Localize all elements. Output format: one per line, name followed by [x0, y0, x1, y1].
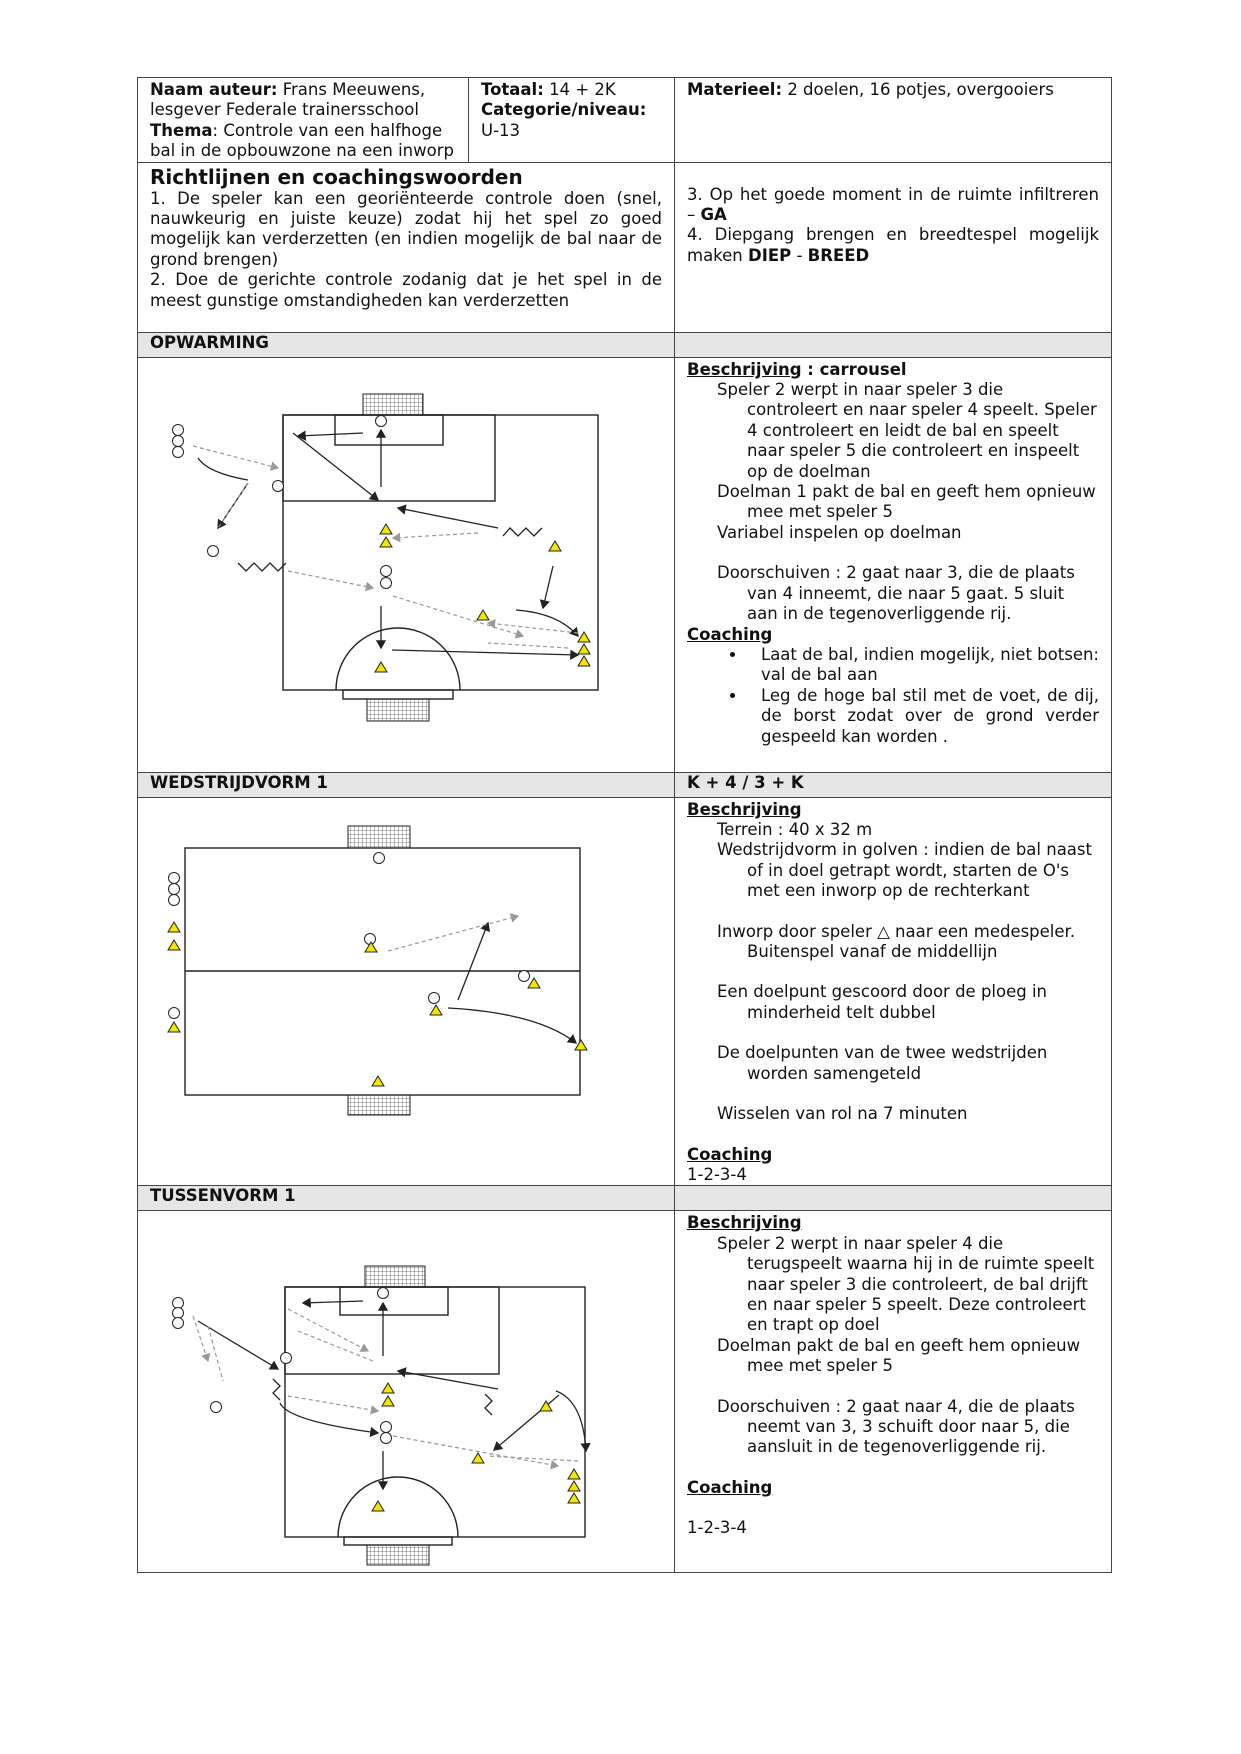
inter1-field: [285, 1287, 585, 1545]
match1-line-9: [687, 1084, 1099, 1104]
inter1-players: [173, 1288, 392, 1444]
warmup-diagram-cell: [138, 357, 675, 772]
warmup-coaching-item-2: • Leg de hoge bal stil met de voet, de dij, de borst zodat over de grond verder gespeeld kan worden .: [747, 686, 1099, 747]
warmup-desc-heading: Beschrijving : carrousel: [687, 359, 907, 379]
warmup-line-4: [687, 543, 1099, 563]
match1-line-6: Een doelpunt gescoord door de ploeg in minderheid telt dubbel: [717, 982, 1048, 1022]
category-value: U-13: [481, 120, 521, 140]
author-theme-cell: [138, 78, 469, 163]
goal-top: [363, 394, 423, 415]
inter1-line-5: [687, 1458, 1099, 1478]
inter1-line-1: Speler 2 werpt in naar speler 4 die terugspeelt waarna hij in de ruimte speelt naar speler 3 die controleert, de bal drijft en naar speler 5 speelt. Deze controleert en trapt op doel: [717, 1233, 1095, 1335]
total-category-cell: [469, 78, 675, 163]
guideline-item-3: 3. Op het goede moment in de ruimte infiltreren – GA: [687, 184, 1099, 225]
match1-line-5: [687, 962, 1099, 982]
material-value: 2 doelen, 16 potjes, overgooiers: [787, 80, 1054, 99]
match1-goal-top: [348, 826, 410, 848]
warmup-line-2: Doelman 1 pakt de bal en geeft hem opnieuw mee met speler 5: [717, 482, 1096, 522]
match1-format: K + 4 / 3 + K: [675, 772, 1112, 797]
warmup-coaching-heading: Coaching: [687, 624, 773, 644]
warmup-coaching-item-1: • Laat de bal, indien mogelijk, niet botsen: val de bal aan: [747, 645, 1099, 686]
total-label: Totaal:: [481, 80, 544, 99]
category-label: Categorie/niveau:: [481, 100, 647, 120]
inter1-line-2: Doelman pakt de bal en geeft hem opnieuw mee met speler 5: [717, 1335, 1081, 1376]
author-value: Frans Meeuwens, lesgever Federale trainersschool: [150, 80, 426, 120]
match1-line-4: Inworp door speler △ naar een medespeler. Buitenspel vanaf de middellijn: [717, 921, 1076, 962]
match1-text-cell: [675, 797, 1112, 1186]
match1-line-10: Wisselen van rol na 7 minuten: [717, 1104, 968, 1124]
inter1-desc-heading: Beschrijving: [687, 1213, 802, 1233]
inter1-line-3: [687, 1377, 1099, 1397]
match1-line-1: Terrein : 40 x 32 m: [717, 820, 873, 840]
match1-players: [169, 852, 530, 1018]
inter1-goal-top: [365, 1266, 425, 1287]
guidelines-title: Richtlijnen en coachingswoorden: [150, 164, 523, 189]
inter1-coaching-value: 1-2-3-4: [687, 1518, 747, 1538]
match1-diagram: [138, 798, 675, 1185]
guidelines-right-cell: [675, 162, 1112, 332]
inter1-coaching-heading: Coaching: [687, 1477, 773, 1497]
warmup-diagram: [138, 358, 675, 772]
inter1-header-right: [675, 1186, 1112, 1211]
theme-label: Thema: [150, 120, 213, 140]
inter1-line-4: Doorschuiven : 2 gaat naar 4, die de plaats neemt van 3, 3 schuift door naar 5, die aansluit in de tegenoverliggende rij.: [717, 1396, 1075, 1457]
guideline-item-2: 2. Doe de gerichte controle zodanig dat je het spel in de meest gunstige omstandigheden kan verderzetten: [150, 270, 662, 310]
theme-value: : Controle van een halfhoge bal in de opbouwzone na een inworp: [150, 120, 454, 161]
session-table: [137, 77, 1112, 1573]
inter1-title: TUSSENVORM 1: [138, 1186, 675, 1211]
warmup-line-3: Variabel inspelen op doelman: [717, 522, 962, 542]
warmup-players: [173, 415, 392, 588]
session-sheet: [137, 77, 1111, 1573]
match1-line-3: [687, 902, 1099, 922]
inter1-diagram: [138, 1211, 675, 1572]
guideline-item-1: 1. De speler kan een georiënteerde controle doen (snel, nauwkeurig en juiste keuze) zodat hij het spel zo goed mogelijk kan verderzetten (en indien mogelijk de bal naar de grond brengen): [150, 188, 662, 269]
guidelines-left-cell: [138, 162, 675, 332]
inter1-coaching-spacer: [687, 1498, 1099, 1518]
match1-line-11: [687, 1125, 1099, 1145]
match1-line-2: Wedstrijdvorm in golven : indien de bal naast of in doel getrapt wordt, starten de O's met een inworp op de rechterkant: [717, 840, 1092, 901]
material-cell: [675, 78, 1112, 163]
goal-bottom: [367, 699, 429, 721]
match1-title: WEDSTRIJDVORM 1: [138, 772, 675, 797]
match1-coaching-value: 1-2-3-4: [687, 1164, 747, 1184]
author-label: Naam auteur:: [150, 80, 278, 99]
warmup-line-1: Speler 2 werpt in naar speler 3 die controleert en naar speler 4 speelt. Speler 4 controleert en leidt de bal en speelt naar speler 5 die controleert en inspeelt op de doelman: [717, 380, 1097, 481]
warmup-line-5: Doorschuiven : 2 gaat naar 3, die de plaats van 4 inneemt, die naar 5 gaat. 5 sluit aan in de tegenoverliggende rij.: [717, 563, 1075, 624]
match1-arrows: [388, 916, 576, 1043]
warmup-text-cell: [675, 357, 1112, 772]
inter1-cones: [372, 1383, 580, 1511]
inter1-goal-bottom: [367, 1545, 429, 1565]
match1-line-8: De doelpunten van de twee wedstrijden worden samengeteld: [717, 1043, 1048, 1083]
match1-desc-heading: Beschrijving: [687, 799, 802, 819]
warmup-title: OPWARMING: [138, 332, 675, 357]
warmup-header-right: [675, 332, 1112, 357]
inter1-arrows: [193, 1301, 586, 1489]
warmup-coaching-list: [687, 645, 1099, 747]
material-label: Materieel:: [687, 80, 783, 99]
match1-coaching-heading: Coaching: [687, 1144, 773, 1164]
match1-diagram-cell: [138, 797, 675, 1186]
guideline-item-4: 4. Diepgang brengen en breedtespel mogelijk maken DIEP - BREED: [687, 225, 1099, 265]
warmup-field: [283, 415, 598, 699]
inter1-text-cell: [675, 1211, 1112, 1573]
total-value: 14 + 2K: [549, 80, 616, 99]
match1-cones: [168, 922, 587, 1086]
inter1-diagram-cell: [138, 1211, 675, 1573]
match1-line-7: [687, 1023, 1099, 1043]
match1-goal-bottom: [348, 1095, 410, 1115]
